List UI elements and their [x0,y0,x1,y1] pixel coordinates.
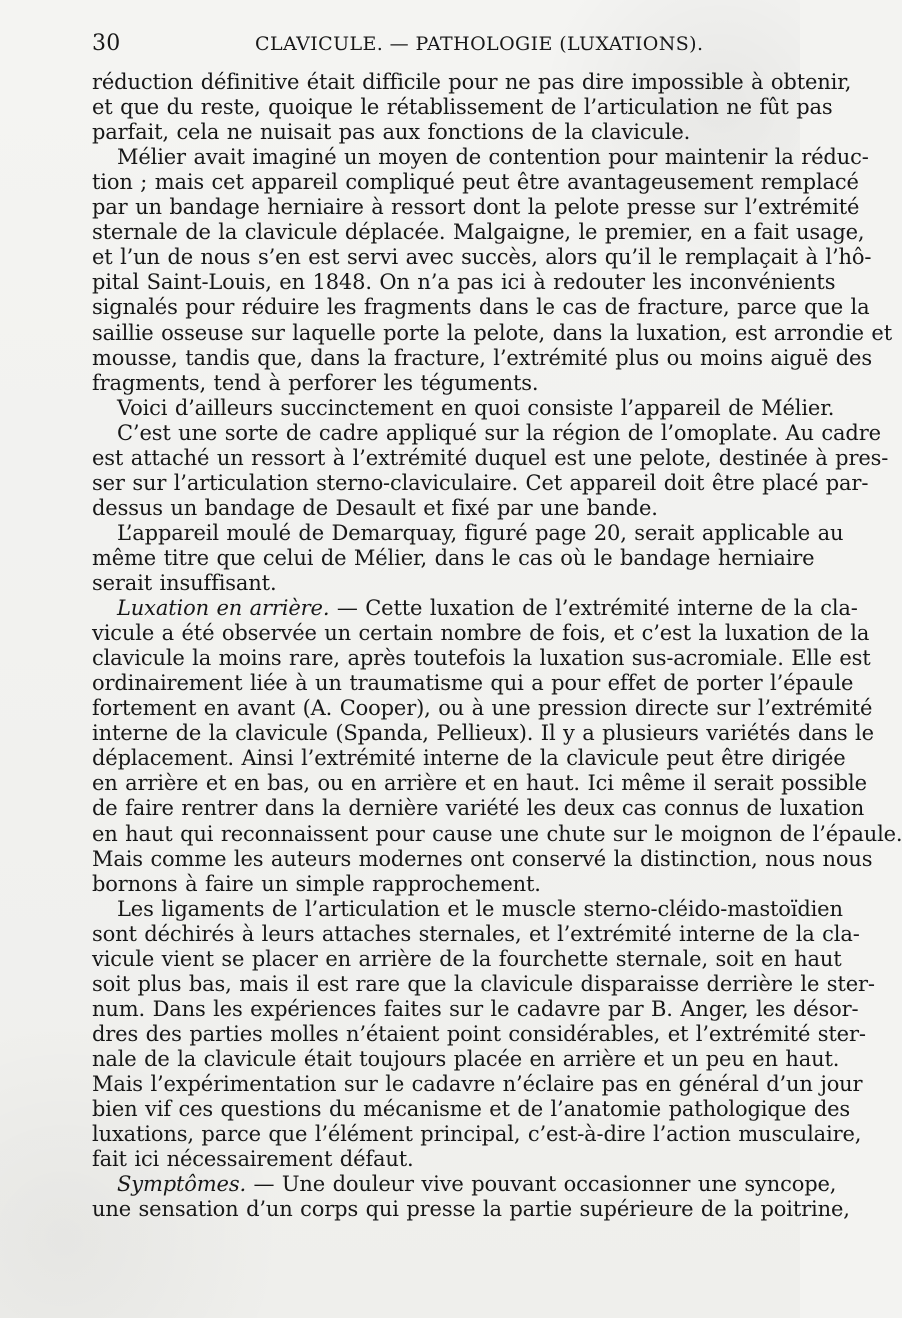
line-text: Les ligaments de l’articulation et le muscle sterno-cléido-mastoïdien [117,896,843,921]
text-line [92,1072,863,1097]
text-line [92,1046,840,1072]
line-text: bien vif ces questions du mécanisme et de l’anatomie pathologique des [92,1097,851,1122]
line-text: nale de la clavicule était toujours placée en arrière et un peu en haut. [92,1046,840,1071]
text-line [92,195,860,220]
text-line [117,596,858,621]
line-text: et l’un de nous s’en est servi avec succès, alors qu’il le remplaçait à l’hô- [92,245,872,270]
text-line [92,295,870,320]
section-lead: Luxation en arrière. [117,596,330,621]
line-text: serait insuffisant. [92,571,277,595]
running-head: CLAVICULE. — PATHOLOGIE (LUXATIONS). [255,33,704,55]
text-line [92,1097,851,1122]
line-text: en arrière et en bas, ou en arrière et en haut. Ici même il serait possible [92,771,867,796]
line-text: fortement en avant (A. Cooper), ou à une pression directe sur l’extrémité [92,696,873,721]
text-line [92,921,860,947]
text-line [92,470,869,496]
line-text: Voici d’ailleurs succinctement en quoi consiste l’appareil de Mélier. [117,395,835,420]
line-text: C’est une sorte de cadre appliqué sur la région de l’omoplate. Au cadre [117,420,881,445]
line-text: interne de la clavicule (Spanda, Pellieux). Il y a plusieurs variétés dans le [92,721,874,746]
text-line [117,395,835,421]
text-line [92,120,762,145]
line-text: vicule a été observée un certain nombre de fois, et c’est la luxation de la [92,621,870,646]
text-line [117,896,843,922]
line-text: signalés pour réduire les fragments dans le cas de fracture, parce que la [92,295,870,320]
line-text: et que du reste, quoique le rétablissement de l’articulation ne fût pas [92,95,833,120]
text-line [117,145,869,170]
text-line [92,371,762,396]
text-line [92,220,865,245]
text-line [92,1147,762,1172]
line-text: L’appareil moulé de Demarquay, figuré page 20, serait applicable au [117,520,844,545]
page-header [92,30,762,58]
text-line [92,445,889,471]
line-text: Mélier avait imaginé un moyen de contention pour maintenir la réduc- [117,145,869,170]
line-text: soit plus bas, mais il est rare que la clavicule disparaisse derrière le ster- [92,971,875,996]
line-text: réduction définitive était difficile pour ne pas dire impossible à obtenir, [92,70,852,94]
line-text: même titre que celui de Mélier, dans le cas où le bandage herniaire [92,545,815,570]
line-text: bornons à faire un simple rapprochement. [92,871,541,896]
text-line [92,646,871,671]
text-line [92,320,892,346]
line-text: sont déchirés à leurs attaches sternales, et l’extrémité interne de la cla- [92,921,860,946]
line-text: luxations, parce que l’élément principal, c’est-à-dire l’action musculaire, [92,1122,862,1147]
line-text: fragments, tend à perforer les téguments. [92,370,539,395]
line-text: pital Saint-Louis, en 1848. On n’a pas ici à redouter les inconvénients [92,270,836,295]
line-text: tion ; mais cet appareil compliqué peut être avantageusement remplacé [92,170,859,195]
text-line [92,721,874,746]
line-text: — Une douleur vive pouvant occasionner une syncope, [245,1172,837,1197]
line-text: de faire rentrer dans la dernière variété les deux cas connus de luxation [92,796,865,821]
text-line [92,746,846,771]
line-text: Mais comme les auteurs modernes ont conservé la distinction, nous nous [92,846,873,871]
line-text: fait ici nécessairement défaut. [92,1147,414,1172]
text-line [92,1021,866,1047]
text-line [92,1122,862,1147]
text-line [92,946,842,972]
text-line [92,621,870,646]
text-line [92,1197,850,1222]
line-text: ser sur l’articulation sterno-claviculaire. Cet appareil doit être placé par- [92,470,869,495]
line-text: par un bandage herniaire à ressort dont la pelote presse sur l’extrémité [92,195,860,220]
line-text: parfait, cela ne nuisait pas aux fonctions de la clavicule. [92,120,691,145]
text-line [117,1172,837,1197]
text-line [92,70,852,95]
text-line [92,971,875,997]
text-line [92,345,872,371]
line-text: clavicule la moins rare, après toutefois la luxation sus-acromiale. Elle est [92,646,871,671]
text-line [92,496,762,521]
text-line [92,796,865,821]
line-text: sternale de la clavicule déplacée. Malgaigne, le premier, en a fait usage, [92,220,865,245]
line-text: vicule vient se placer en arrière de la fourchette sternale, soit en haut [92,946,842,971]
line-text: dessus un bandage de Desault et fixé par une bande. [92,495,658,520]
line-text: en haut qui reconnaissent pour cause une chute sur le moignon de l’épaule. [92,821,902,846]
text-line [92,821,902,847]
line-text: Mais l’expérimentation sur le cadavre n’éclaire pas en général d’un jour [92,1072,863,1096]
text-line [117,420,881,446]
line-text: une sensation d’un corps qui presse la partie supérieure de la poitrine, [92,1197,850,1222]
line-text: ordinairement liée à un traumatisme qui a pour effet de porter l’épaule [92,671,854,696]
text-line [92,996,859,1022]
text-line [92,771,867,796]
text-line [92,270,836,295]
line-text: mousse, tandis que, dans la fracture, l’extrémité plus ou moins aiguë des [92,345,872,370]
text-line [92,846,873,872]
text-line [92,696,873,721]
line-text: est attaché un ressort à l’extrémité duquel est une pelote, destinée à pres- [92,445,889,470]
text-line [92,95,833,120]
section-lead: Symptômes. [117,1172,246,1197]
text-line [92,872,762,897]
line-text: saillie osseuse sur laquelle porte la pelote, dans la luxation, est arrondie et [92,320,892,345]
line-text: — Cette luxation de l’extrémité interne de la cla- [329,596,858,621]
line-text: dres des parties molles n’étaient point considérables, et l’extrémité ster- [92,1021,866,1046]
text-line [117,520,844,546]
text-line [92,671,854,696]
text-line [92,545,815,571]
line-text: déplacement. Ainsi l’extrémité interne de la clavicule peut être dirigée [92,746,846,771]
text-line [92,170,859,195]
text-line [92,245,872,270]
text-line [92,571,762,596]
page-number: 30 [92,31,121,56]
line-text: num. Dans les expériences faites sur le cadavre par B. Anger, les désor- [92,996,859,1021]
